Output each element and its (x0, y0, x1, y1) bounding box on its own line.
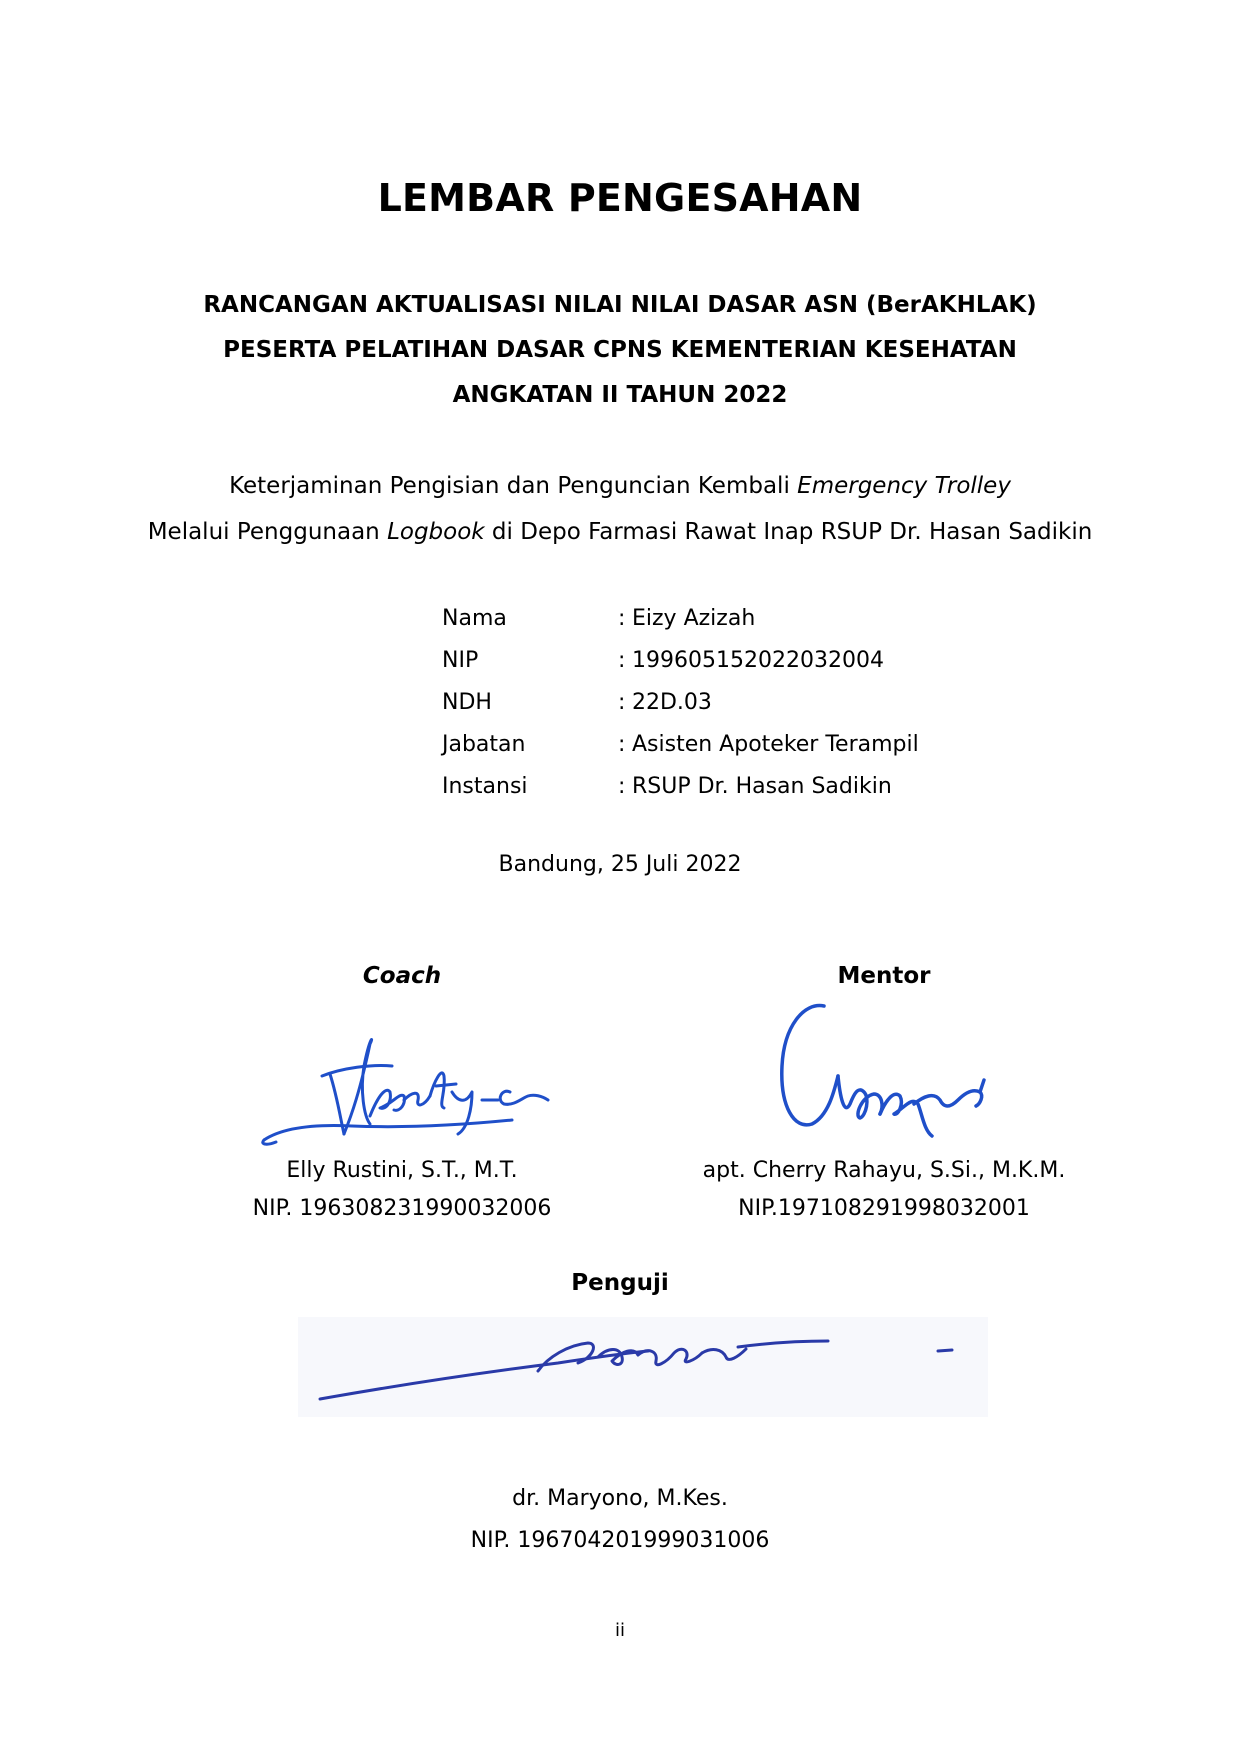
topic-line-1-text: Keterjaminan Pengisian dan Penguncian Kembali (229, 473, 798, 499)
topic-line-2 (0, 509, 1240, 555)
info-value: 199605152022032004 (632, 648, 884, 673)
info-label: Instansi (442, 774, 528, 799)
info-value: Eizy Azizah (632, 606, 756, 631)
coach-signature-icon (252, 996, 552, 1146)
mentor-signature-image (654, 996, 1114, 1152)
mentor-signature-block (654, 956, 1114, 1228)
topic-line-2-suffix: di Depo Farmasi Rawat Inap RSUP Dr. Hasan Sadikin (484, 519, 1093, 545)
mentor-role-label: Mentor (837, 963, 931, 989)
coach-role-label: Coach (362, 963, 442, 989)
info-value: Asisten Apoteker Terampil (632, 732, 919, 757)
mentor-signature-icon (754, 996, 1014, 1146)
info-row-nama (442, 598, 1002, 640)
info-separator: : (618, 732, 626, 757)
info-value: RSUP Dr. Hasan Sadikin (632, 774, 892, 799)
subtitle-line-1: RANCANGAN AKTUALISASI NILAI NILAI DASAR ASN (BerAKHLAK) (203, 292, 1037, 318)
topic-line-2-prefix: Melalui Penggunaan (147, 519, 388, 545)
mentor-nip: NIP.197108291998032001 (738, 1196, 1030, 1221)
info-separator: : (618, 648, 626, 673)
penguji-name: dr. Maryono, M.Kes. (512, 1486, 728, 1511)
page-title: LEMBAR PENGESAHAN (377, 176, 863, 220)
info-label: Nama (442, 606, 507, 631)
penguji-role-label: Penguji (571, 1270, 669, 1296)
participant-info-table (442, 598, 1002, 808)
info-separator: : (618, 690, 626, 715)
mentor-name: apt. Cherry Rahayu, S.Si., M.K.M. (702, 1158, 1066, 1183)
subtitle-line-2: PESERTA PELATIHAN DASAR CPNS KEMENTERIAN KESEHATAN (223, 337, 1017, 363)
penguji-nip: NIP. 196704201999031006 (470, 1528, 770, 1553)
info-row-instansi (442, 766, 1002, 808)
coach-signature-image (172, 996, 632, 1152)
topic-line-2-italic: Logbook (387, 519, 485, 545)
topic-line-1-italic: Emergency Trolley (797, 473, 1011, 499)
info-value: 22D.03 (632, 690, 712, 715)
page-number: ii (614, 1620, 625, 1641)
info-label: Jabatan (442, 732, 526, 757)
info-label: NIP (442, 648, 479, 673)
info-row-ndh (442, 682, 1002, 724)
coach-nip: NIP. 196308231990032006 (252, 1196, 552, 1221)
place-date: Bandung, 25 Juli 2022 (498, 852, 742, 877)
penguji-signature-icon (298, 1317, 988, 1417)
info-row-jabatan (442, 724, 1002, 766)
penguji-signature-block (0, 1263, 1240, 1562)
info-separator: : (618, 606, 626, 631)
subtitle-line-3: ANGKATAN II TAHUN 2022 (452, 382, 788, 408)
coach-name: Elly Rustini, S.T., M.T. (286, 1158, 518, 1183)
penguji-signature-image (0, 1317, 1240, 1442)
info-separator: : (618, 774, 626, 799)
topic-line-1 (0, 463, 1240, 509)
info-label: NDH (442, 690, 492, 715)
info-row-nip (442, 640, 1002, 682)
coach-signature-block (172, 956, 632, 1228)
